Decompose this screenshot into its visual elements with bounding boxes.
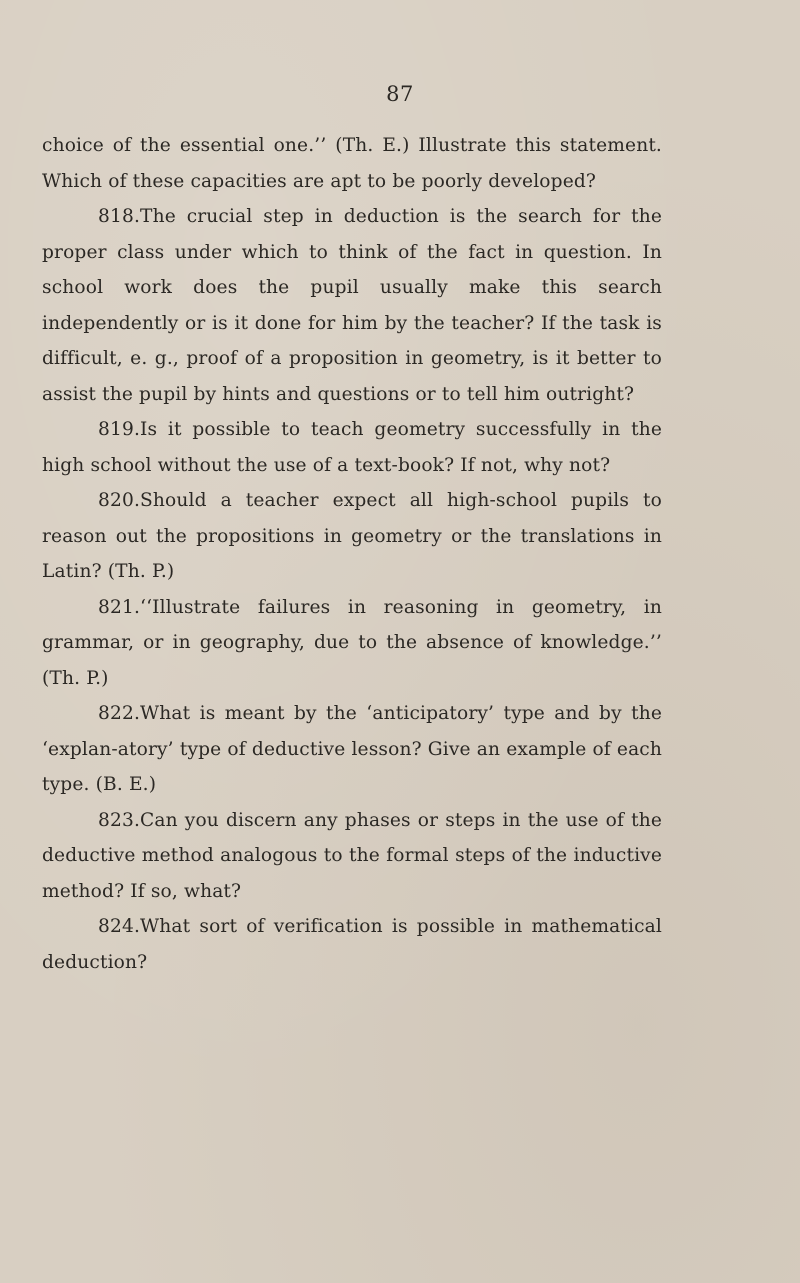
question-number: 824. — [98, 916, 141, 937]
question-819 — [42, 412, 662, 483]
question-number: 818. — [98, 206, 141, 227]
question-text: ‘‘Illustrate failures in reasoning in geometry, in grammar, or in geography, due to the absence of knowledge.’’ (Th. P.) — [42, 596, 662, 689]
text-body — [42, 128, 662, 980]
question-823 — [42, 803, 662, 910]
question-821 — [42, 590, 662, 697]
question-number: 821. — [98, 596, 141, 618]
paragraph-continuation — [42, 128, 662, 199]
question-number: 822. — [98, 703, 141, 724]
question-text: The crucial step in deduction is the search for the proper class under which to think of the fact in question. In school work does the pupil usually make this search independently or is it done for him by the teacher? If the task is difficult, e. g., proof of a proposition in geometry, is it better to assist the pupil by hints and questions or to tell him outright? — [42, 206, 662, 405]
question-number: 820. — [98, 490, 141, 511]
question-number: 819. — [98, 419, 141, 440]
question-text: Can you discern any phases or steps in the use of the deductive method analogous to the formal steps of the inductive method? If so, what? — [42, 809, 662, 902]
question-number: 823. — [98, 809, 141, 831]
question-text: What is meant by the ‘anticipatory’ type and by the ‘explan-atory’ type of deductive lesson? Give an example of each type. (B. E.) — [42, 703, 662, 795]
question-text: Is it possible to teach geometry successfully in the high school without the use of a text-book? If not, why not? — [42, 419, 662, 476]
page-number: 87 — [386, 82, 414, 106]
question-820 — [42, 483, 662, 590]
question-822 — [42, 696, 662, 803]
question-text: Should a teacher expect all high-school pupils to reason out the propositions in geometry or the translations in Latin? (Th. P.) — [42, 490, 662, 582]
paragraph-text: choice of the essential one.’’ (Th. E.) Illustrate this statement. Which of these capacities are apt to be poorly developed? — [42, 135, 662, 192]
question-818 — [42, 199, 662, 412]
question-824 — [42, 909, 662, 980]
question-text: What sort of verification is possible in mathematical deduction? — [42, 916, 662, 973]
